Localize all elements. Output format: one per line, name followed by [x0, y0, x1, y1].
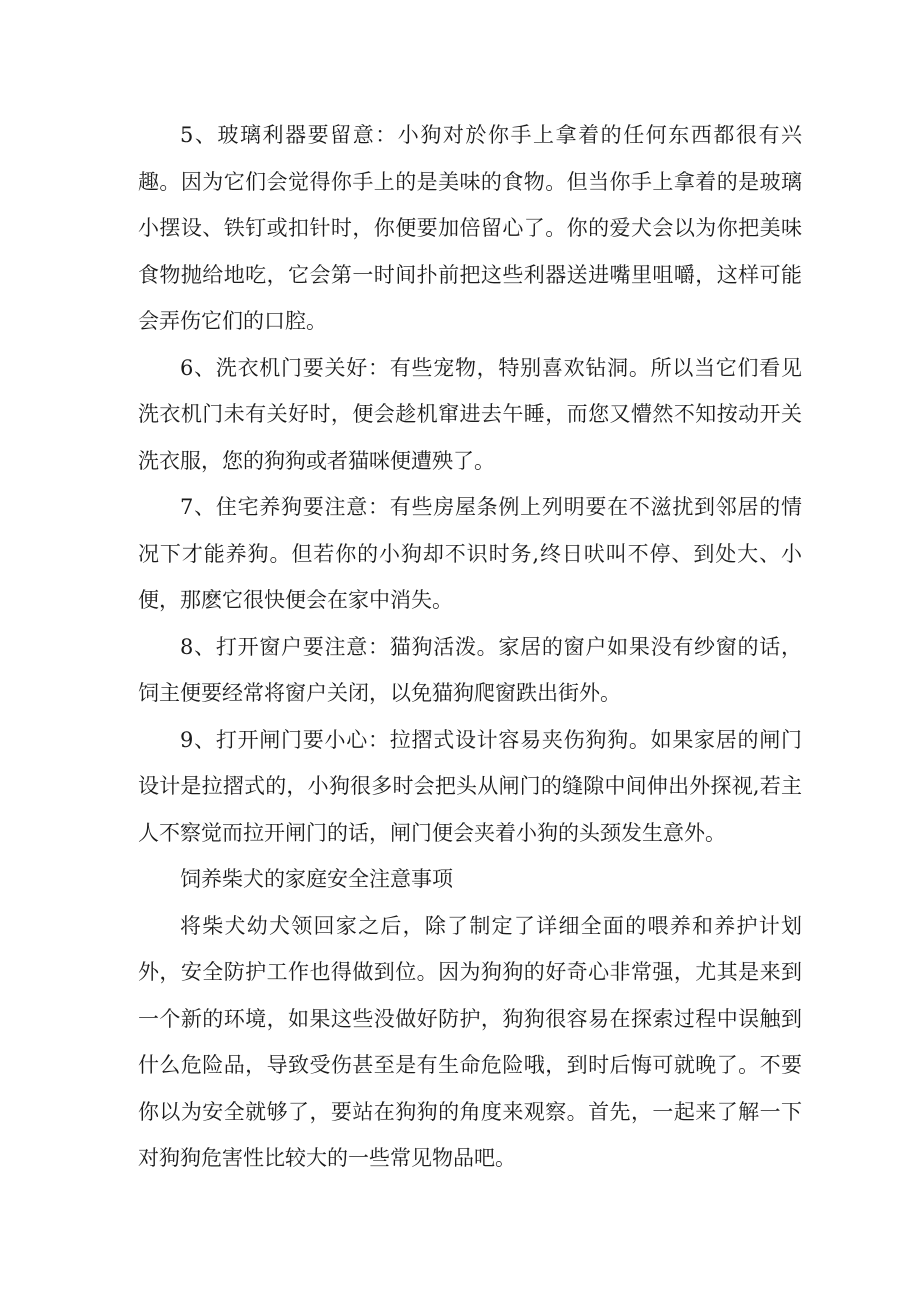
section-heading-shiba-safety: 饲养柴犬的家庭安全注意事项: [180, 867, 453, 891]
paragraph-shiba-intro: 将柴犬幼犬领回家之后，除了制定了详细全面的喂养和养护计划外，安全防护工作也得做到位。因为狗狗的好奇心非常强，尤其是来到一个新的环境，如果这些没做好防护，狗狗很容易在探索过程中误触到什么危险品，导致受伤甚至是有生命危险哦，到时后悔可就晚了。不要你以为安全就够了，要站在狗狗的角度来观察。首先，一起来了解一下对狗狗危害性比较大的一些常见物品吧。: [138, 913, 802, 1170]
paragraph-residential-dog-rules: 7、住宅养狗要注意：有些房屋条例上列明要在不滋扰到邻居的情况下才能养狗。但若你的小狗却不识时务,终日吠叫不停、到处大、小便，那麽它很快便会在家中消失。: [138, 495, 802, 612]
document-body: [138, 112, 802, 1182]
paragraph-window-safety: 8、打开窗户要注意：猫狗活泼。家居的窗户如果没有纱窗的话，饲主便要经常将窗户关闭，以免猫狗爬窗跌出街外。: [138, 634, 802, 705]
paragraph-washing-machine-door: 6、洗衣机门要关好：有些宠物，特别喜欢钻洞。所以当它们看见洗衣机门未有关好时，便会趁机窜进去午睡，而您又懵然不知按动开关洗衣服，您的狗狗或者猫咪便遭殃了。: [138, 355, 802, 473]
paragraph-gate-safety: 9、打开闸门要小心：拉摺式设计容易夹伤狗狗。如果家居的闸门设计是拉摺式的，小狗很多时会把头从闸门的缝隙中间伸出外探视,若主人不察觉而拉开闸门的话，闸门便会夹着小狗的头颈发生意外。: [138, 727, 802, 845]
paragraph-glass-sharp-objects: 5、玻璃利器要留意：小狗对於你手上拿着的任何东西都很有兴趣。因为它们会觉得你手上的是美味的食物。但当你手上拿着的是玻璃小摆设、铁钉或扣针时，你便要加倍留心了。你的爱犬会以为你把美味食物抛给地吃，它会第一时间扑前把这些利器送进嘴里咀嚼，这样可能会弄伤它们的口腔。: [138, 123, 802, 333]
